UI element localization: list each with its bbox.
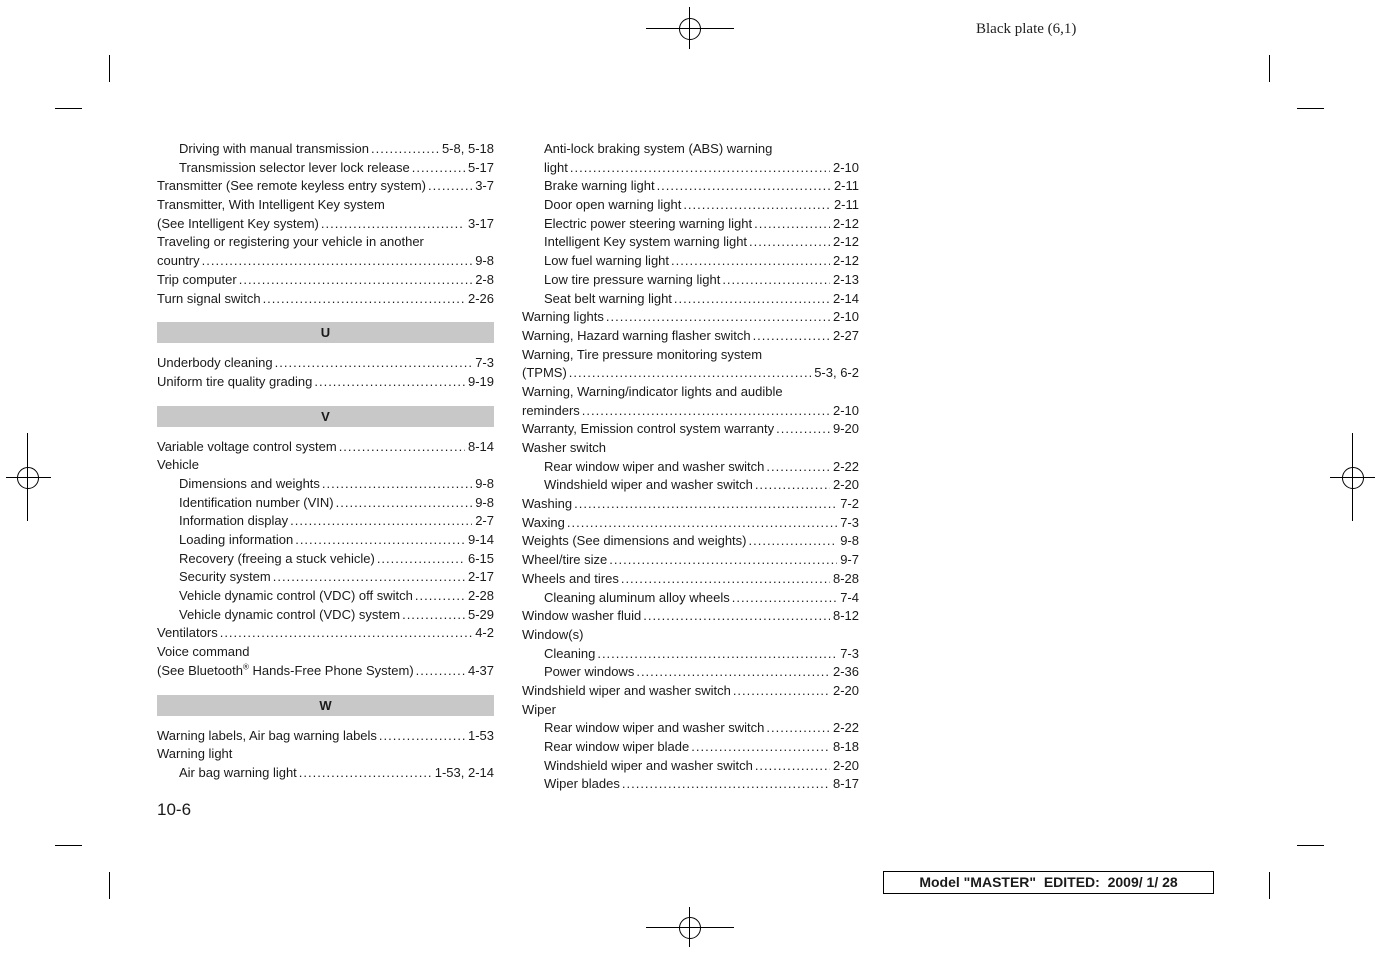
- leader-dots: [755, 476, 830, 495]
- entry-page: 2-10: [832, 402, 859, 418]
- index-entry: [522, 420, 859, 439]
- index-entry: [522, 140, 859, 159]
- entry-text: Wiper: [522, 701, 556, 717]
- leader-dots: [371, 140, 439, 159]
- entry-page: 9-20: [832, 421, 859, 437]
- leader-dots: [671, 252, 830, 271]
- entry-page: 9-19: [467, 373, 494, 389]
- index-entry: [157, 745, 494, 764]
- entry-page: 2-13: [832, 271, 859, 287]
- leader-dots: [755, 757, 830, 776]
- entry-text: Transmission selector lever lock release: [179, 159, 410, 175]
- entry-text: (TPMS): [522, 365, 567, 381]
- leader-dots: [691, 738, 830, 757]
- leader-dots: [597, 645, 837, 664]
- leader-dots: [569, 364, 811, 383]
- entry-page: 2-28: [467, 588, 494, 604]
- index-entry: [157, 215, 494, 234]
- index-entry: [522, 719, 859, 738]
- entry-text: Transmitter (See remote keyless entry system): [157, 178, 426, 194]
- leader-dots: [322, 475, 472, 494]
- entry-text: Door open warning light: [544, 197, 682, 213]
- index-entry: [157, 475, 494, 494]
- page-number: 10-6: [157, 800, 192, 819]
- index-entry: [522, 383, 859, 402]
- entry-text: Identification number (VIN): [179, 494, 334, 510]
- leader-dots: [415, 587, 465, 606]
- entry-page: 8-28: [832, 570, 859, 586]
- leader-dots: [377, 550, 465, 569]
- entry-page: 2-10: [832, 309, 859, 325]
- entry-text: Window(s): [522, 626, 584, 642]
- leader-dots: [402, 606, 465, 625]
- index-entry: [157, 177, 494, 196]
- entry-text: Rear window wiper blade: [544, 739, 690, 754]
- index-entry: [157, 233, 494, 252]
- index-entry: [522, 402, 859, 421]
- index-entry: [157, 290, 494, 309]
- index-entry: [157, 643, 494, 662]
- entry-text: Power windows: [544, 664, 635, 680]
- entry-page: 2-36: [832, 664, 859, 680]
- leader-dots: [766, 458, 830, 477]
- entry-page: 7-4: [840, 589, 859, 605]
- entry-page: 5-17: [467, 159, 494, 175]
- leader-dots: [239, 271, 472, 290]
- leader-dots: [314, 373, 465, 392]
- index-entry: [157, 727, 494, 746]
- entry-page: 5-29: [467, 606, 494, 622]
- entry-text: Washer switch: [522, 440, 607, 455]
- leader-dots: [749, 233, 830, 252]
- index-entry: [157, 438, 494, 457]
- index-entry: [157, 531, 494, 550]
- entry-page: 5-8, 5-18: [441, 141, 494, 156]
- entry-page: 9-8: [475, 253, 494, 269]
- index-entry: [522, 177, 859, 196]
- index-entry: [522, 346, 859, 365]
- index-list-w-continued: [522, 140, 859, 794]
- entry-page: 4-2: [475, 625, 494, 641]
- entry-page: 2-8: [475, 271, 494, 287]
- index-entry: [522, 775, 859, 794]
- entry-text: Warranty, Emission control system warranty: [522, 421, 775, 437]
- leader-dots: [299, 764, 432, 783]
- index-list-w: [157, 727, 494, 783]
- entry-text: Warning, Warning/indicator lights and audible: [522, 383, 783, 399]
- entry-text: Ventilators: [157, 625, 218, 641]
- index-entry: [522, 476, 859, 495]
- leader-dots: [275, 354, 473, 373]
- index-entry: [522, 663, 859, 682]
- entry-page: 7-3: [475, 355, 494, 371]
- leader-dots: [321, 215, 465, 234]
- entry-text: Windshield wiper and washer switch: [544, 757, 753, 773]
- entry-page: 2-22: [832, 720, 859, 736]
- leader-dots: [606, 308, 830, 327]
- entry-text: Low tire pressure warning light: [544, 271, 721, 287]
- leader-dots: [722, 271, 830, 290]
- index-entry: [522, 589, 859, 608]
- index-entry: [522, 233, 859, 252]
- entry-text: Windshield wiper and washer switch: [522, 682, 731, 698]
- leader-dots: [622, 775, 830, 794]
- leader-dots: [428, 177, 472, 196]
- entry-text: light: [544, 159, 568, 175]
- entry-page: 1-53, 2-14: [434, 764, 494, 780]
- entry-text: Waxing: [522, 514, 565, 530]
- entry-page: 3-17: [467, 215, 494, 231]
- leader-dots: [273, 568, 465, 587]
- index-entry: [157, 587, 494, 606]
- model-edited-box: Model "MASTER" EDITED: 2009/ 1/ 28: [883, 871, 1214, 894]
- leader-dots: [567, 514, 837, 533]
- entry-text: Anti-lock braking system (ABS) warning: [544, 141, 773, 156]
- entry-text: Low fuel warning light: [544, 253, 670, 269]
- entry-page: 7-3: [840, 514, 859, 530]
- leader-dots: [290, 512, 472, 531]
- entry-page: 2-14: [832, 290, 859, 306]
- index-entry: [157, 764, 494, 783]
- entry-text: Voice command: [157, 644, 250, 660]
- entry-text: Electric power steering warning light: [544, 215, 753, 231]
- entry-text: Traveling or registering your vehicle in another: [157, 234, 424, 250]
- leader-dots: [570, 159, 830, 178]
- index-entry: [522, 271, 859, 290]
- entry-text: Recovery (freeing a stuck vehicle): [179, 550, 375, 566]
- index-entry: [522, 682, 859, 701]
- entry-text: Driving with manual transmission: [179, 141, 370, 156]
- index-entry: [157, 456, 494, 475]
- entry-text: Information display: [179, 513, 289, 529]
- entry-page: 2-27: [832, 327, 859, 343]
- entry-text: Transmitter, With Intelligent Key system: [157, 197, 385, 213]
- entry-text: Weights (See dimensions and weights): [522, 533, 747, 549]
- entry-page: 2-17: [467, 569, 494, 585]
- entry-text: Variable voltage control system: [157, 438, 337, 454]
- entry-text: Window washer fluid: [522, 608, 642, 624]
- index-entry: [157, 568, 494, 587]
- entry-text: Warning, Tire pressure monitoring system: [522, 346, 763, 362]
- index-entry: [157, 159, 494, 178]
- index-column-left: [157, 140, 494, 783]
- entry-text: (See Bluetooth® Hands-Free Phone System): [157, 662, 414, 678]
- leader-dots: [643, 607, 830, 626]
- entry-page: 2-12: [832, 234, 859, 250]
- leader-dots: [776, 420, 830, 439]
- entry-page: 2-7: [475, 513, 494, 529]
- index-entry: [522, 551, 859, 570]
- index-entry: [522, 439, 859, 458]
- leader-dots: [412, 159, 465, 178]
- entry-text: Uniform tire quality grading: [157, 373, 313, 389]
- entry-page: 9-8: [475, 475, 494, 491]
- entry-text: Trip computer: [157, 271, 237, 287]
- leader-dots: [202, 252, 473, 271]
- leader-dots: [621, 570, 830, 589]
- entry-page: 2-11: [833, 197, 859, 213]
- index-entry: [522, 701, 859, 720]
- index-entry: [157, 624, 494, 643]
- index-entry: [157, 373, 494, 392]
- entry-text: Warning labels, Air bag warning labels: [157, 727, 377, 743]
- index-entry: [157, 606, 494, 625]
- entry-page: 8-14: [467, 438, 494, 454]
- entry-text: Cleaning aluminum alloy wheels: [544, 589, 730, 605]
- leader-dots: [749, 532, 838, 551]
- entry-page: 2-26: [467, 290, 494, 306]
- entry-page: 2-20: [832, 477, 859, 493]
- entry-page: 2-22: [832, 458, 859, 474]
- index-entry: [522, 215, 859, 234]
- entry-page: 9-7: [840, 552, 859, 568]
- entry-text: Vehicle dynamic control (VDC) system: [179, 606, 401, 622]
- index-entry: [157, 354, 494, 373]
- plate-label: Black plate (6,1): [976, 21, 1077, 37]
- entry-page: 2-20: [832, 682, 859, 698]
- leader-dots: [636, 663, 830, 682]
- entry-text: Underbody cleaning: [157, 355, 273, 371]
- entry-page: 4-37: [467, 662, 494, 678]
- entry-text: Intelligent Key system warning light: [544, 234, 748, 250]
- entry-text: Brake warning light: [544, 178, 655, 194]
- index-entry: [157, 494, 494, 513]
- entry-text: (See Intelligent Key system): [157, 215, 319, 231]
- leader-dots: [683, 196, 831, 215]
- index-entry: [522, 570, 859, 589]
- entry-page: 9-8: [475, 494, 494, 510]
- entry-page: 9-8: [840, 533, 859, 549]
- index-entry: [157, 271, 494, 290]
- entry-page: 7-2: [840, 496, 859, 512]
- index-entry: [522, 645, 859, 664]
- index-entry: [522, 514, 859, 533]
- entry-page: 7-3: [840, 645, 859, 661]
- entry-page: 2-10: [832, 159, 859, 175]
- leader-dots: [754, 215, 830, 234]
- entry-page: 8-18: [832, 739, 859, 754]
- index-list-v: [157, 438, 494, 662]
- entry-page: 6-15: [467, 550, 494, 566]
- entry-page: 1-53: [467, 727, 494, 743]
- entry-page: 8-17: [832, 776, 859, 792]
- leader-dots: [753, 327, 830, 346]
- entry-text: Turn signal switch: [157, 290, 261, 306]
- entry-text: Washing: [522, 496, 573, 512]
- index-entry: [157, 550, 494, 569]
- index-list-t: [157, 140, 494, 308]
- index-entry: [522, 159, 859, 178]
- section-header-u: U: [157, 322, 494, 343]
- index-entry: [522, 532, 859, 551]
- leader-dots: [416, 662, 465, 681]
- entry-text: Vehicle dynamic control (VDC) off switch: [179, 588, 413, 604]
- index-entry: [522, 364, 859, 383]
- index-entry: [522, 327, 859, 346]
- entry-text: reminders: [522, 402, 580, 418]
- entry-page: 3-7: [475, 178, 494, 194]
- index-entry: [522, 626, 859, 645]
- leader-dots: [379, 727, 465, 746]
- index-entry: [522, 495, 859, 514]
- leader-dots: [732, 589, 837, 608]
- index-entry: [522, 290, 859, 309]
- leader-dots: [733, 682, 830, 701]
- index-entry: [157, 512, 494, 531]
- leader-dots: [674, 290, 830, 309]
- entry-text: Loading information: [179, 532, 294, 547]
- entry-text: Wiper blades: [544, 776, 620, 792]
- entry-page: 2-12: [832, 215, 859, 231]
- leader-dots: [336, 494, 473, 513]
- entry-text: Rear window wiper and washer switch: [544, 458, 765, 474]
- leader-dots: [582, 402, 830, 421]
- index-entry: [522, 252, 859, 271]
- entry-page: 2-12: [832, 253, 859, 269]
- index-entry: [522, 757, 859, 776]
- entry-text: Cleaning: [544, 645, 596, 661]
- entry-text: Windshield wiper and washer switch: [544, 477, 753, 493]
- leader-dots: [295, 531, 465, 550]
- index-entry: [522, 458, 859, 477]
- leader-dots: [574, 495, 837, 514]
- entry-text: Security system: [179, 569, 271, 585]
- index-entry: [522, 196, 859, 215]
- index-column-right: [522, 140, 859, 794]
- entry-text: Wheel/tire size: [522, 552, 608, 568]
- section-header-v: V: [157, 406, 494, 427]
- index-entry: [522, 738, 859, 757]
- entry-text: Vehicle: [157, 457, 199, 473]
- leader-dots: [339, 438, 465, 457]
- entry-text: Seat belt warning light: [544, 290, 672, 306]
- index-entry: [522, 308, 859, 327]
- entry-text: Warning, Hazard warning flasher switch: [522, 327, 751, 343]
- index-entry: [157, 252, 494, 271]
- index-entry: [157, 196, 494, 215]
- entry-page: 9-14: [467, 532, 494, 547]
- entry-page: 2-20: [832, 757, 859, 773]
- leader-dots: [766, 719, 830, 738]
- entry-text: Warning lights: [522, 309, 604, 325]
- index-list-u: [157, 354, 494, 391]
- entry-page: 8-12: [832, 608, 859, 624]
- leader-dots: [657, 177, 831, 196]
- entry-text: Wheels and tires: [522, 570, 619, 586]
- index-entry: [522, 607, 859, 626]
- entry-text: country: [157, 253, 200, 269]
- entry-text: Air bag warning light: [179, 764, 297, 780]
- entry-text: Dimensions and weights: [179, 475, 320, 491]
- leader-dots: [220, 624, 473, 643]
- leader-dots: [263, 290, 465, 309]
- entry-page: 2-11: [833, 178, 859, 194]
- section-header-w: W: [157, 695, 494, 716]
- leader-dots: [609, 551, 837, 570]
- entry-page: 5-3, 6-2: [814, 365, 859, 381]
- index-entry: [157, 662, 494, 681]
- index-entry: [157, 140, 494, 159]
- entry-text: Warning light: [157, 746, 233, 762]
- entry-text: Rear window wiper and washer switch: [544, 720, 765, 736]
